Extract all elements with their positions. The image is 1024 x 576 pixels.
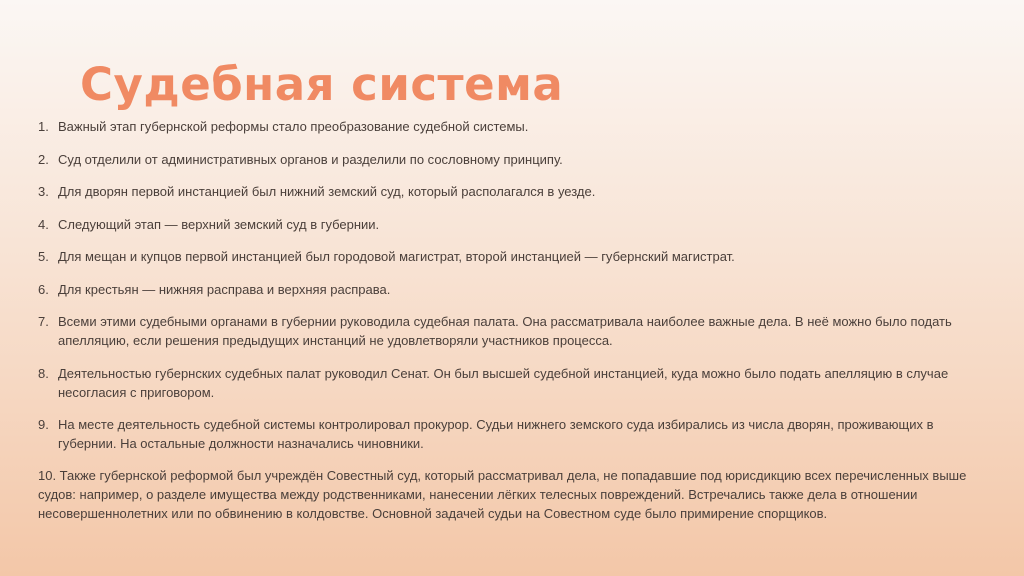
item-number: 3. (38, 184, 49, 199)
item-number: 8. (38, 365, 49, 381)
item-text: Для дворян первой инстанцией был нижний земский суд, который располагался в уезде. (58, 184, 596, 199)
item-text: Для мещан и купцов первой инстанцией был городовой магистрат, второй инстанцией — губернский магистрат. (58, 249, 735, 264)
item-number: 6. (38, 281, 49, 297)
item-text: Деятельностью губернских судебных палат руководил Сенат. Он был высшей судебной инстанцией, куда можно было подать апелляцию в случае несогласия с приговором. (58, 365, 949, 400)
slide-title: Судебная система (80, 58, 564, 111)
list-item (38, 280, 988, 299)
list-item (38, 247, 988, 266)
item-text: Важный этап губернской реформы стало преобразование судебной системы. (58, 119, 529, 134)
list-item (38, 150, 988, 169)
item-text: Всеми этими судебными органами в губернии руководила судебная палата. Она рассматривала наиболее важные дела. В неё можно было подать апелляцию, если решения предыдущих инстанций не удовлетворяли участников процесса. (58, 314, 952, 348)
list-item (38, 117, 988, 136)
item-text: Суд отделили от административных органов и разделили по сословному принципу. (58, 151, 563, 167)
item-number: 1. (38, 119, 49, 134)
list-item-10: 10. Также губернской реформой был учреждён Совестный суд, который рассматривал дела, не попадавшие под юрисдикцию всех перечисленных выше судов: например, о разделе имущества между родственниками, нанесении лёгких телесных повреждений. Встречались также дела в отношении несовершеннолетних или по обвинению в колдовстве. Основной задачей судьи на Совестном суде было примирение спорщиков. (38, 467, 967, 521)
item-text: Следующий этап — верхний земский суд в губернии. (58, 216, 380, 232)
item-text: Для крестьян — нижняя расправа и верхняя расправа. (58, 281, 391, 297)
list-item (38, 182, 988, 201)
item-number: 2. (38, 151, 49, 167)
item-number: 4. (38, 216, 49, 232)
item-text: На месте деятельность судебной системы контролировал прокурор. Судьи нижнего земского суда избирались из числа дворян, проживающих в губернии. На остальные должности назначались чиновники. (58, 417, 934, 451)
item-number: 9. (38, 417, 49, 432)
list-item (38, 415, 988, 453)
list-item (38, 215, 988, 234)
item-number: 5. (38, 249, 49, 264)
item-number: 7. (38, 314, 49, 329)
list-item (38, 364, 988, 402)
list-item (38, 312, 988, 350)
reform-list (38, 117, 988, 523)
